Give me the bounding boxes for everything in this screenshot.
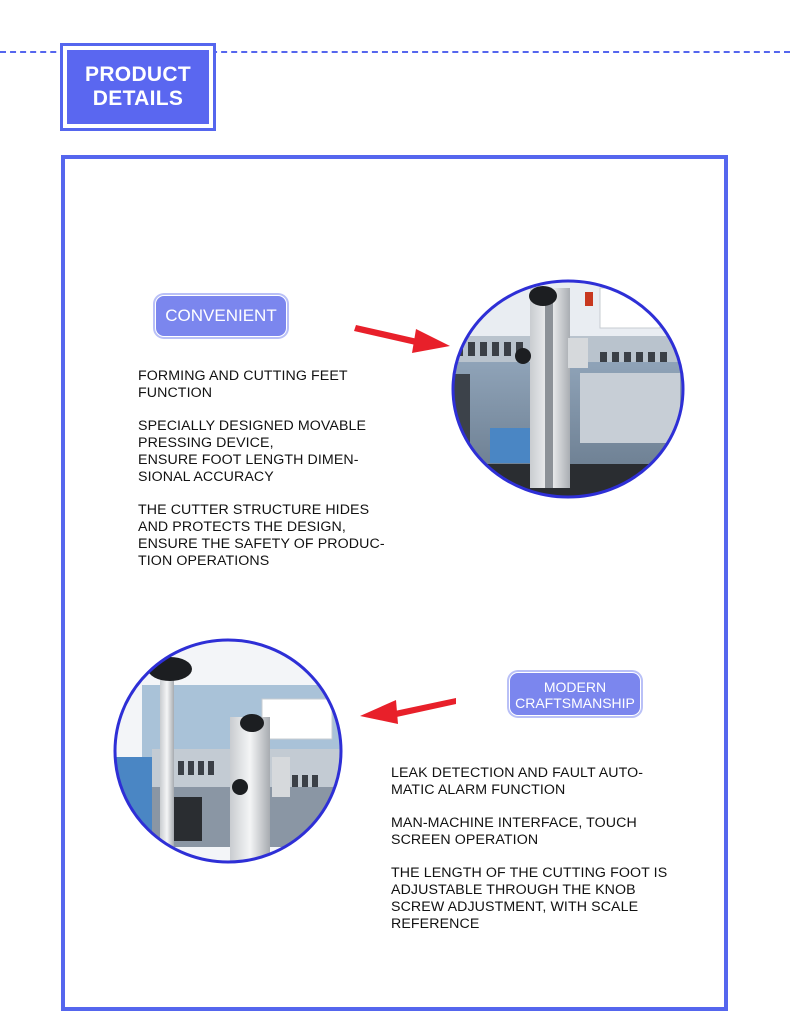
product-details-badge <box>60 43 216 131</box>
text-line: AND PROTECTS THE DESIGN, <box>138 519 346 535</box>
red-arrow-right-icon <box>352 317 452 357</box>
modern-craftsmanship-label <box>509 672 641 716</box>
red-arrow-left-icon <box>358 690 458 730</box>
modern-paragraph-1 <box>391 765 643 799</box>
text-line: ENSURE FOOT LENGTH DIMEN- <box>138 452 359 468</box>
text-line: MATIC ALARM FUNCTION <box>391 782 566 798</box>
text-line: ADJUSTABLE THROUGH THE KNOB <box>391 882 636 898</box>
badge-title-line-1: PRODUCT <box>85 63 191 86</box>
text-line: SCREW ADJUSTMENT, WITH SCALE <box>391 899 639 915</box>
modern-paragraph-3 <box>391 865 667 933</box>
text-line: THE CUTTER STRUCTURE HIDES <box>138 502 370 518</box>
text-line: PRESSING DEVICE, <box>138 435 274 451</box>
product-details-badge-fill <box>67 50 209 124</box>
modern-label-line-1: MODERN <box>543 679 607 695</box>
machine-closeup-photo-bottom <box>112 637 344 865</box>
text-line: REFERENCE <box>391 916 480 932</box>
text-line: SCREEN OPERATION <box>391 832 539 848</box>
machine-closeup-photo-top <box>450 278 686 500</box>
text-line: TION OPERATIONS <box>138 553 270 569</box>
text-line: ENSURE THE SAFETY OF PRODUC- <box>138 536 385 552</box>
text-line: FUNCTION <box>138 385 213 401</box>
text-line: THE LENGTH OF THE CUTTING FOOT IS <box>391 865 668 881</box>
modern-paragraph-2 <box>391 815 637 849</box>
convenient-paragraph-1 <box>138 368 348 402</box>
convenient-label: CONVENIENT <box>155 295 287 337</box>
text-line: FORMING AND CUTTING FEET <box>138 368 348 384</box>
text-line: LEAK DETECTION AND FAULT AUTO- <box>391 765 644 781</box>
badge-title-line-2: DETAILS <box>92 87 184 110</box>
text-line: MAN-MACHINE INTERFACE, TOUCH <box>391 815 637 831</box>
modern-label-line-2: CRAFTSMANSHIP <box>515 695 635 711</box>
convenient-paragraph-3 <box>138 502 385 570</box>
convenient-paragraph-2 <box>138 418 366 486</box>
text-line: SIONAL ACCURACY <box>138 469 274 485</box>
text-line: SPECIALLY DESIGNED MOVABLE <box>138 418 367 434</box>
